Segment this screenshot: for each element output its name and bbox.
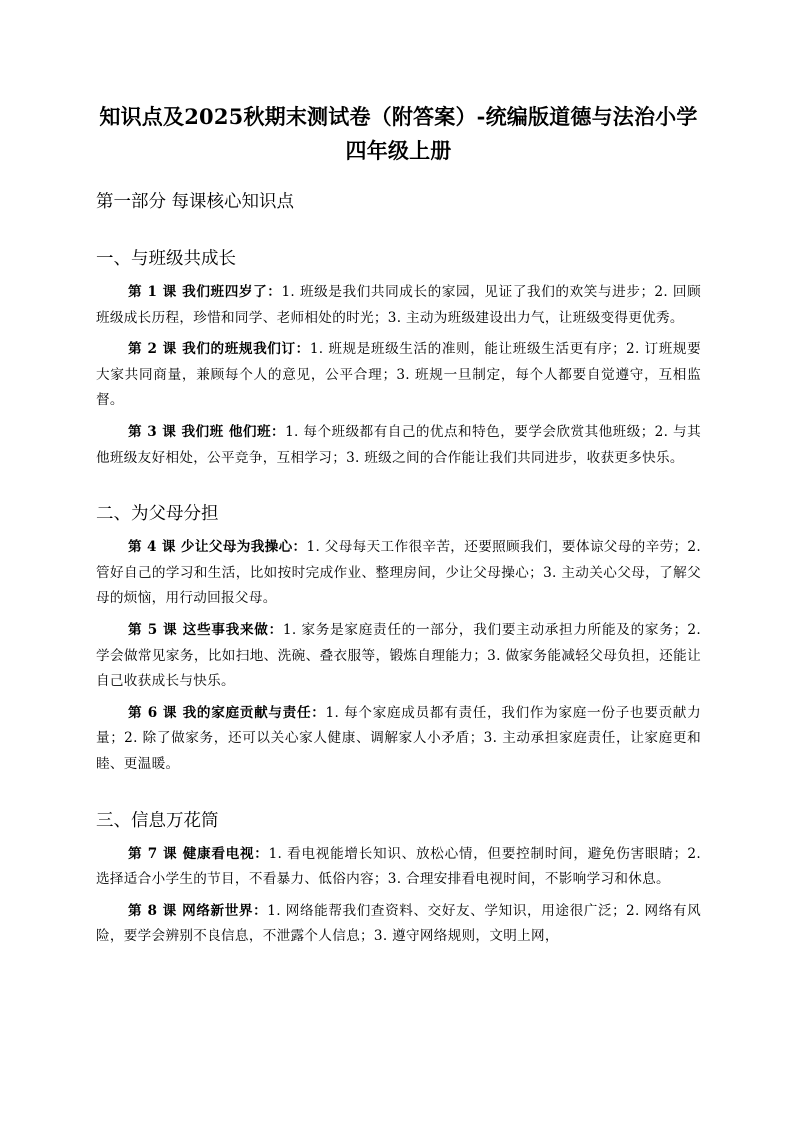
lesson-title: 第 3 课 我们班 他们班：: [128, 423, 286, 440]
lesson-title: 第 2 课 我们的班规我们订：: [128, 341, 310, 358]
lesson-text: 1. 网络能帮我们查资料、交好友、学知识，用途很广泛；2. 网络有风险，要学会辨别不良信息，不泄露个人信息；3. 遵守网络规则，文明上网，: [96, 902, 701, 945]
lesson-text: 1. 家务是家庭责任的一部分，我们要主动承担力所能及的家务；2. 学会做常见家务，比如扫地、洗碗、叠衣服等，锻炼自理能力；3. 做家务能减轻父母负担，还能让自己收获成长与快乐。: [96, 621, 701, 690]
lesson-paragraph: [96, 337, 701, 414]
part-heading: 第一部分 每课核心知识点: [96, 192, 295, 212]
lesson-paragraph: [96, 280, 701, 331]
section: [96, 807, 701, 950]
lesson-title: 第 5 课 这些事我来做：: [128, 621, 283, 638]
lesson-paragraph: [96, 535, 701, 612]
lesson-paragraph: [96, 701, 701, 778]
document-title: 知识点及2025秋期末测试卷（附答案）-统编版道德与法治小学四年级上册: [99, 104, 698, 163]
lesson-text: 1. 班级是我们共同成长的家园，见证了我们的欢笑与进步；2. 回顾班级成长历程，珍惜和同学、老师相处的时光；3. 主动为班级建设出力气，让班级变得更优秀。: [96, 284, 701, 326]
section-heading: 三、信息万花筒: [96, 810, 219, 831]
lesson-title: 第 7 课 健康看电视：: [128, 845, 269, 862]
lesson-title: 第 1 课 我们班四岁了：: [128, 284, 282, 300]
lesson-paragraph: [96, 420, 701, 471]
lesson-title: 第 4 课 少让父母为我操心：: [128, 539, 307, 556]
lesson-paragraph: [96, 618, 701, 695]
section-heading: 一、与班级共成长: [96, 249, 236, 269]
section: [96, 245, 701, 471]
lesson-text: 1. 每个家庭成员都有责任，我们作为家庭一份子也要贡献力量；2. 除了做家务，还可以关心家人健康、调解家人小矛盾；3. 主动承担家庭责任，让家庭更和睦、更温暖。: [96, 704, 701, 772]
lesson-text: 1. 看电视能增长知识、放松心情，但要控制时间，避免伤害眼睛；2. 选择适合小学生的节目，不看暴力、低俗内容；3. 合理安排看电视时间，不影响学习和休息。: [96, 845, 701, 888]
lesson-paragraph: [96, 899, 701, 950]
lesson-title: 第 6 课 我的家庭贡献与责任：: [128, 704, 326, 721]
lesson-text: 1. 每个班级都有自己的优点和特色，要学会欣赏其他班级；2. 与其他班级友好相处，公平竞争，互相学习；3. 班级之间的合作能让我们共同进步，收获更多快乐。: [96, 423, 701, 466]
lesson-text: 1. 父母每天工作很辛苦，还要照顾我们，要体谅父母的辛劳；2. 管好自己的学习和生活，比如按时完成作业、整理房间，少让父母操心；3. 主动关心父母，了解父母的烦恼，用行动回报父母。: [96, 539, 701, 607]
lesson-title: 第 8 课 网络新世界：: [128, 902, 268, 919]
section-heading: 二、为父母分担: [96, 504, 219, 525]
lesson-text: 1. 班规是班级生活的准则，能让班级生活更有序；2. 订班规要大家共同商量，兼顾每个人的意见，公平合理；3. 班规一旦制定，每个人都要自觉遵守，互相监督。: [96, 341, 701, 409]
lesson-paragraph: [96, 842, 701, 893]
section: [96, 500, 701, 777]
